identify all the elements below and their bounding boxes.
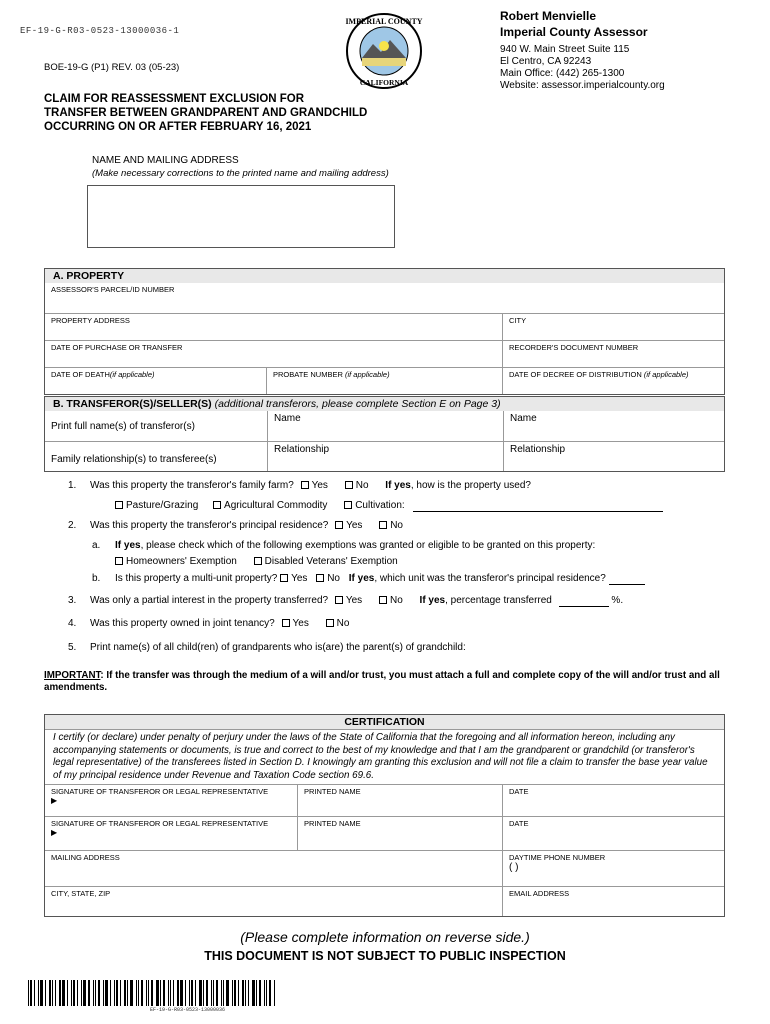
decree-note: (if applicable) <box>643 370 689 379</box>
q2b-no-checkbox[interactable] <box>316 574 324 582</box>
certification-text: I certify (or declare) under penalty of perjury under the laws of the State of California that the foregoing and all information hereon, including any accompanying statements or documents, is true and correct to the best of my knowledge and that I am the grandparent or grandchild (or transferor's legal representative) of the transferees listed in Section D. I knowingly am granting this exclusion and will not file a claim to transfer the base year value of my principal residence under Revenue and Taxation Code section 69.6. <box>45 729 724 784</box>
q2b-follow: , which unit was the transferor's principal residence? <box>374 573 606 584</box>
q2b-if-yes: If yes <box>348 573 375 584</box>
barcode-bar <box>256 980 257 1006</box>
barcode-bar <box>211 980 212 1006</box>
barcode-icon <box>28 980 278 1006</box>
relationship-1[interactable] <box>267 442 503 471</box>
name1-label: Name <box>274 413 301 424</box>
barcode-bar <box>206 980 208 1006</box>
barcode-bar <box>223 980 224 1006</box>
barcode-bar <box>136 980 137 1006</box>
q2-yes-checkbox[interactable] <box>335 521 343 529</box>
veterans-checkbox[interactable] <box>254 557 262 565</box>
city-state-label: CITY, STATE, ZIP <box>51 889 111 898</box>
assessor-title: Imperial County Assessor <box>500 25 648 39</box>
barcode-bar <box>203 980 204 1006</box>
assessor-phone: Main Office: (442) 265-1300 <box>500 68 625 79</box>
reverse-note: (Please complete information on reverse side.) <box>240 929 530 945</box>
barcode-bar <box>59 980 61 1006</box>
q1-if-yes: If yes <box>385 480 411 491</box>
barcode-bar <box>189 980 190 1006</box>
date-purchase-label: DATE OF PURCHASE OR TRANSFER <box>51 343 183 352</box>
barcode-bar <box>264 980 265 1006</box>
barcode-bar <box>269 980 271 1006</box>
probate-label: PROBATE NUMBER <box>273 370 343 379</box>
q2b-letter: b. <box>92 573 101 584</box>
q1-yes-checkbox[interactable] <box>301 481 309 489</box>
homeowners-label: Homeowners' Exemption <box>126 556 237 567</box>
barcode-bar <box>28 980 29 1006</box>
barcode-bar <box>213 980 214 1006</box>
q4-text: Was this property owned in joint tenancy? <box>90 618 275 629</box>
rel2-label: Relationship <box>510 444 566 455</box>
barcode-bar <box>252 980 255 1006</box>
date-purchase-field[interactable] <box>45 341 503 367</box>
seal-top-text: IMPERIAL COUNTY <box>345 17 423 26</box>
name2-label: Name <box>510 413 537 424</box>
barcode-bar <box>226 980 229 1006</box>
signature-2-field[interactable] <box>45 817 298 850</box>
recorder-doc-field[interactable] <box>503 341 724 367</box>
q2-text: Was this property the transferor's principal residence? <box>90 520 329 531</box>
q4-yes: Yes <box>292 618 309 629</box>
barcode-bar <box>77 980 78 1006</box>
q1-text: Was this property the transferor's family farm? <box>90 480 294 491</box>
title-line1: CLAIM FOR REASSESSMENT EXCLUSION FOR <box>44 93 305 105</box>
city-state-field[interactable] <box>45 887 503 916</box>
barcode-bar <box>163 980 165 1006</box>
barcode-bar <box>38 980 39 1006</box>
certification-header: CERTIFICATION <box>45 715 724 729</box>
pasture-label: Pasture/Grazing <box>126 500 199 511</box>
form-code: EF-19-G-R03-0523-13000036-1 <box>20 26 180 36</box>
printed-name-1-field[interactable] <box>298 785 503 816</box>
q2b-yes: Yes <box>291 573 308 584</box>
barcode-bar <box>30 980 32 1006</box>
percent-sign: %. <box>611 595 624 606</box>
barcode-bar <box>116 980 118 1006</box>
q3-follow: , percentage transferred <box>445 595 552 606</box>
barcode-bar <box>146 980 147 1006</box>
assessor-website: Website: assessor.imperialcounty.org <box>500 80 665 91</box>
parcel-field[interactable] <box>45 283 724 313</box>
q2-row <box>90 519 403 532</box>
q1-row <box>90 479 531 492</box>
barcode-bar <box>52 980 53 1006</box>
barcode-bar <box>242 980 244 1006</box>
barcode-bar <box>160 980 161 1006</box>
q2-yes: Yes <box>346 520 363 531</box>
section-b-note: (additional transferors, please complete Section E on Page 3) <box>214 398 501 410</box>
barcode-bar <box>124 980 126 1006</box>
barcode-bar <box>259 980 261 1006</box>
not-public-note: THIS DOCUMENT IS NOT SUBJECT TO PUBLIC INSPECTION <box>204 949 566 963</box>
q2a-letter: a. <box>92 540 101 551</box>
barcode-bar <box>191 980 193 1006</box>
barcode-bar <box>248 980 249 1006</box>
property-address-label: PROPERTY ADDRESS <box>51 316 130 325</box>
important-note <box>44 670 734 694</box>
barcode-bar <box>185 980 186 1006</box>
assessor-address1: 940 W. Main Street Suite 115 <box>500 44 630 55</box>
barcode-bar <box>170 980 171 1006</box>
barcode-bar <box>138 980 139 1006</box>
q4-yes-checkbox[interactable] <box>282 619 290 627</box>
barcode-bar <box>177 980 179 1006</box>
q3-yes-checkbox[interactable] <box>335 596 343 604</box>
q2-num: 2. <box>68 520 77 531</box>
barcode-bar <box>55 980 56 1006</box>
q2-no: No <box>390 520 403 531</box>
section-a <box>44 268 725 395</box>
barcode-bar <box>180 980 183 1006</box>
printed-name-2-field[interactable] <box>298 817 503 850</box>
barcode-bar <box>62 980 65 1006</box>
barcode-bar <box>71 980 72 1006</box>
seal-bottom-text: CALIFORNIA <box>359 78 409 87</box>
cultivation-checkbox[interactable] <box>344 501 352 509</box>
barcode-bar <box>81 980 82 1006</box>
barcode-bar <box>238 980 239 1006</box>
title-line2: TRANSFER BETWEEN GRANDPARENT AND GRANDCHILD <box>44 107 368 119</box>
q3-row <box>90 594 623 607</box>
probate-note: (if applicable) <box>344 370 390 379</box>
signature-1-field[interactable] <box>45 785 298 816</box>
sig2-arrow-icon: ▶ <box>51 828 58 837</box>
barcode-bar <box>95 980 96 1006</box>
recorder-doc-label: RECORDER'S DOCUMENT NUMBER <box>509 343 639 352</box>
sig1-arrow-icon: ▶ <box>51 796 58 805</box>
date-death-note: (if applicable) <box>109 370 155 379</box>
unit-line[interactable] <box>609 584 645 585</box>
assessor-info <box>500 8 760 92</box>
barcode-bar <box>151 980 153 1006</box>
barcode-bar <box>73 980 75 1006</box>
barcode-bar <box>266 980 267 1006</box>
homeowners-checkbox[interactable] <box>115 557 123 565</box>
q2a-row <box>115 539 595 552</box>
phone-field[interactable] <box>503 851 724 886</box>
phone-label: DAYTIME PHONE NUMBER <box>509 853 606 862</box>
section-a-header: A. PROPERTY <box>45 269 724 283</box>
mailing-address-field[interactable] <box>45 851 503 886</box>
agri-checkbox[interactable] <box>213 501 221 509</box>
form-id: BOE-19-G (P1) REV. 03 (05-23) <box>44 62 180 73</box>
barcode-bar <box>168 980 169 1006</box>
q4-row <box>90 617 349 630</box>
barcode-bar <box>130 980 133 1006</box>
barcode-bar <box>232 980 233 1006</box>
q3-yes: Yes <box>345 595 363 606</box>
sig2-label: SIGNATURE OF TRANSFEROR OR LEGAL REPRESENTATIVE <box>51 819 269 828</box>
q3-no: No <box>389 595 403 606</box>
q3-text: Was only a partial interest in the property transferred? <box>90 595 329 606</box>
pasture-checkbox[interactable] <box>115 501 123 509</box>
cultivation-label: Cultivation: <box>355 500 405 511</box>
barcode-bar <box>148 980 149 1006</box>
veterans-label: Disabled Veterans' Exemption <box>264 556 398 567</box>
assessor-name: Robert Menvielle <box>500 9 597 23</box>
barcode-bar <box>127 980 128 1006</box>
date-death-field[interactable] <box>45 368 267 394</box>
q2b-no: No <box>327 573 340 584</box>
section-b <box>44 396 725 472</box>
q2a-text: , please check which of the following exemptions was granted or eligible to be granted on this property: <box>140 540 596 551</box>
transferor-name-1[interactable] <box>267 411 503 441</box>
q1-no: No <box>355 480 369 491</box>
q3-if-yes: If yes <box>419 595 446 606</box>
barcode-bar <box>67 980 68 1006</box>
barcode-bar <box>199 980 202 1006</box>
probate-field[interactable] <box>267 368 503 394</box>
barcode-bar <box>83 980 86 1006</box>
q2-no-checkbox[interactable] <box>379 521 387 529</box>
city-label: CITY <box>509 316 527 325</box>
sig1-label: SIGNATURE OF TRANSFEROR OR LEGAL REPRESENTATIVE <box>51 787 269 796</box>
barcode-bar <box>49 980 51 1006</box>
barcode-bar <box>245 980 246 1006</box>
q3-num: 3. <box>68 595 77 606</box>
barcode-bar <box>114 980 115 1006</box>
email-label: EMAIL ADDRESS <box>509 889 570 898</box>
q1-no-checkbox[interactable] <box>345 481 353 489</box>
q2a-options <box>115 555 398 568</box>
q4-no-checkbox[interactable] <box>326 619 334 627</box>
name-address-box[interactable] <box>87 185 395 248</box>
printed2-label: PRINTED NAME <box>304 819 361 828</box>
barcode-text: EF-19-G-R03-0523-13000036 <box>150 1007 226 1013</box>
decree-field[interactable] <box>503 368 724 394</box>
barcode-bar <box>45 980 46 1006</box>
barcode-bar <box>216 980 218 1006</box>
important-text: : If the transfer was through the medium of a will and/or trust, you must attach a full and complete copy of the will and/or trust and all amendments. <box>44 670 720 693</box>
printed1-label: PRINTED NAME <box>304 787 361 796</box>
phone-paren: ( ) <box>509 862 519 873</box>
email-field[interactable] <box>503 887 724 916</box>
barcode-bar <box>34 980 35 1006</box>
barcode-bar <box>274 980 275 1006</box>
barcode-bar <box>40 980 43 1006</box>
date1-label: DATE <box>509 787 529 796</box>
city-field[interactable] <box>503 314 724 340</box>
county-seal-icon <box>345 12 423 90</box>
barcode-bar <box>173 980 174 1006</box>
q2a-if-yes: If yes <box>115 540 141 551</box>
barcode-bar <box>88 980 90 1006</box>
parcel-label: ASSESSOR'S PARCEL/ID NUMBER <box>51 285 175 294</box>
assessor-address2: El Centro, CA 92243 <box>500 56 592 67</box>
date-1-field[interactable] <box>503 785 724 816</box>
q1-uses <box>115 499 663 512</box>
date-death-label: DATE OF DEATH <box>51 370 110 379</box>
barcode-bar <box>93 980 94 1006</box>
barcode-bar <box>120 980 121 1006</box>
title-line3: OCCURRING ON OR AFTER FEBRUARY 16, 2021 <box>44 121 312 133</box>
barcode-bar <box>98 980 100 1006</box>
print-names-label: Print full name(s) of transferor(s) <box>51 421 195 432</box>
barcode-bar <box>156 980 159 1006</box>
q5-text: Print name(s) of all child(ren) of grandparents who is(are) the parent(s) of grandchild: <box>90 642 466 653</box>
important-label: IMPORTANT <box>44 670 101 681</box>
name-address-hint: (Make necessary corrections to the printed name and mailing address) <box>92 168 389 179</box>
q1-yes: Yes <box>311 480 328 491</box>
property-address-field[interactable] <box>45 314 503 340</box>
barcode-bar <box>221 980 222 1006</box>
barcode-bar <box>234 980 236 1006</box>
date-2-field[interactable] <box>503 817 724 850</box>
q2b-yes-checkbox[interactable] <box>280 574 288 582</box>
rel1-label: Relationship <box>274 444 330 455</box>
form-title <box>44 92 464 134</box>
mailing-label: MAILING ADDRESS <box>51 853 120 862</box>
barcode-bar <box>195 980 196 1006</box>
family-rel-label: Family relationship(s) to transferee(s) <box>51 454 217 465</box>
name-address-label: NAME AND MAILING ADDRESS <box>92 155 239 166</box>
q4-num: 4. <box>68 618 77 629</box>
barcode-bar <box>141 980 143 1006</box>
barcode-bar <box>103 980 104 1006</box>
barcode-bar <box>105 980 108 1006</box>
date2-label: DATE <box>509 819 529 828</box>
agri-label: Agricultural Commodity <box>224 500 328 511</box>
q2b-row <box>115 572 645 585</box>
section-b-header: B. TRANSFEROR(S)/SELLER(S) <box>53 398 212 410</box>
q3-no-checkbox[interactable] <box>379 596 387 604</box>
certification-section <box>44 714 725 917</box>
q4-no: No <box>336 618 350 629</box>
q1-follow: , how is the property used? <box>410 480 531 491</box>
relationship-2[interactable] <box>503 442 724 471</box>
decree-label: DATE OF DECREE OF DISTRIBUTION <box>509 370 642 379</box>
q2b-text: Is this property a multi-unit property? <box>115 573 278 584</box>
q5-num: 5. <box>68 642 77 653</box>
percent-line[interactable] <box>559 606 609 607</box>
q1-num: 1. <box>68 480 77 491</box>
barcode-bar <box>110 980 111 1006</box>
transferor-name-2[interactable] <box>503 411 724 441</box>
cultivation-line[interactable] <box>413 511 663 512</box>
